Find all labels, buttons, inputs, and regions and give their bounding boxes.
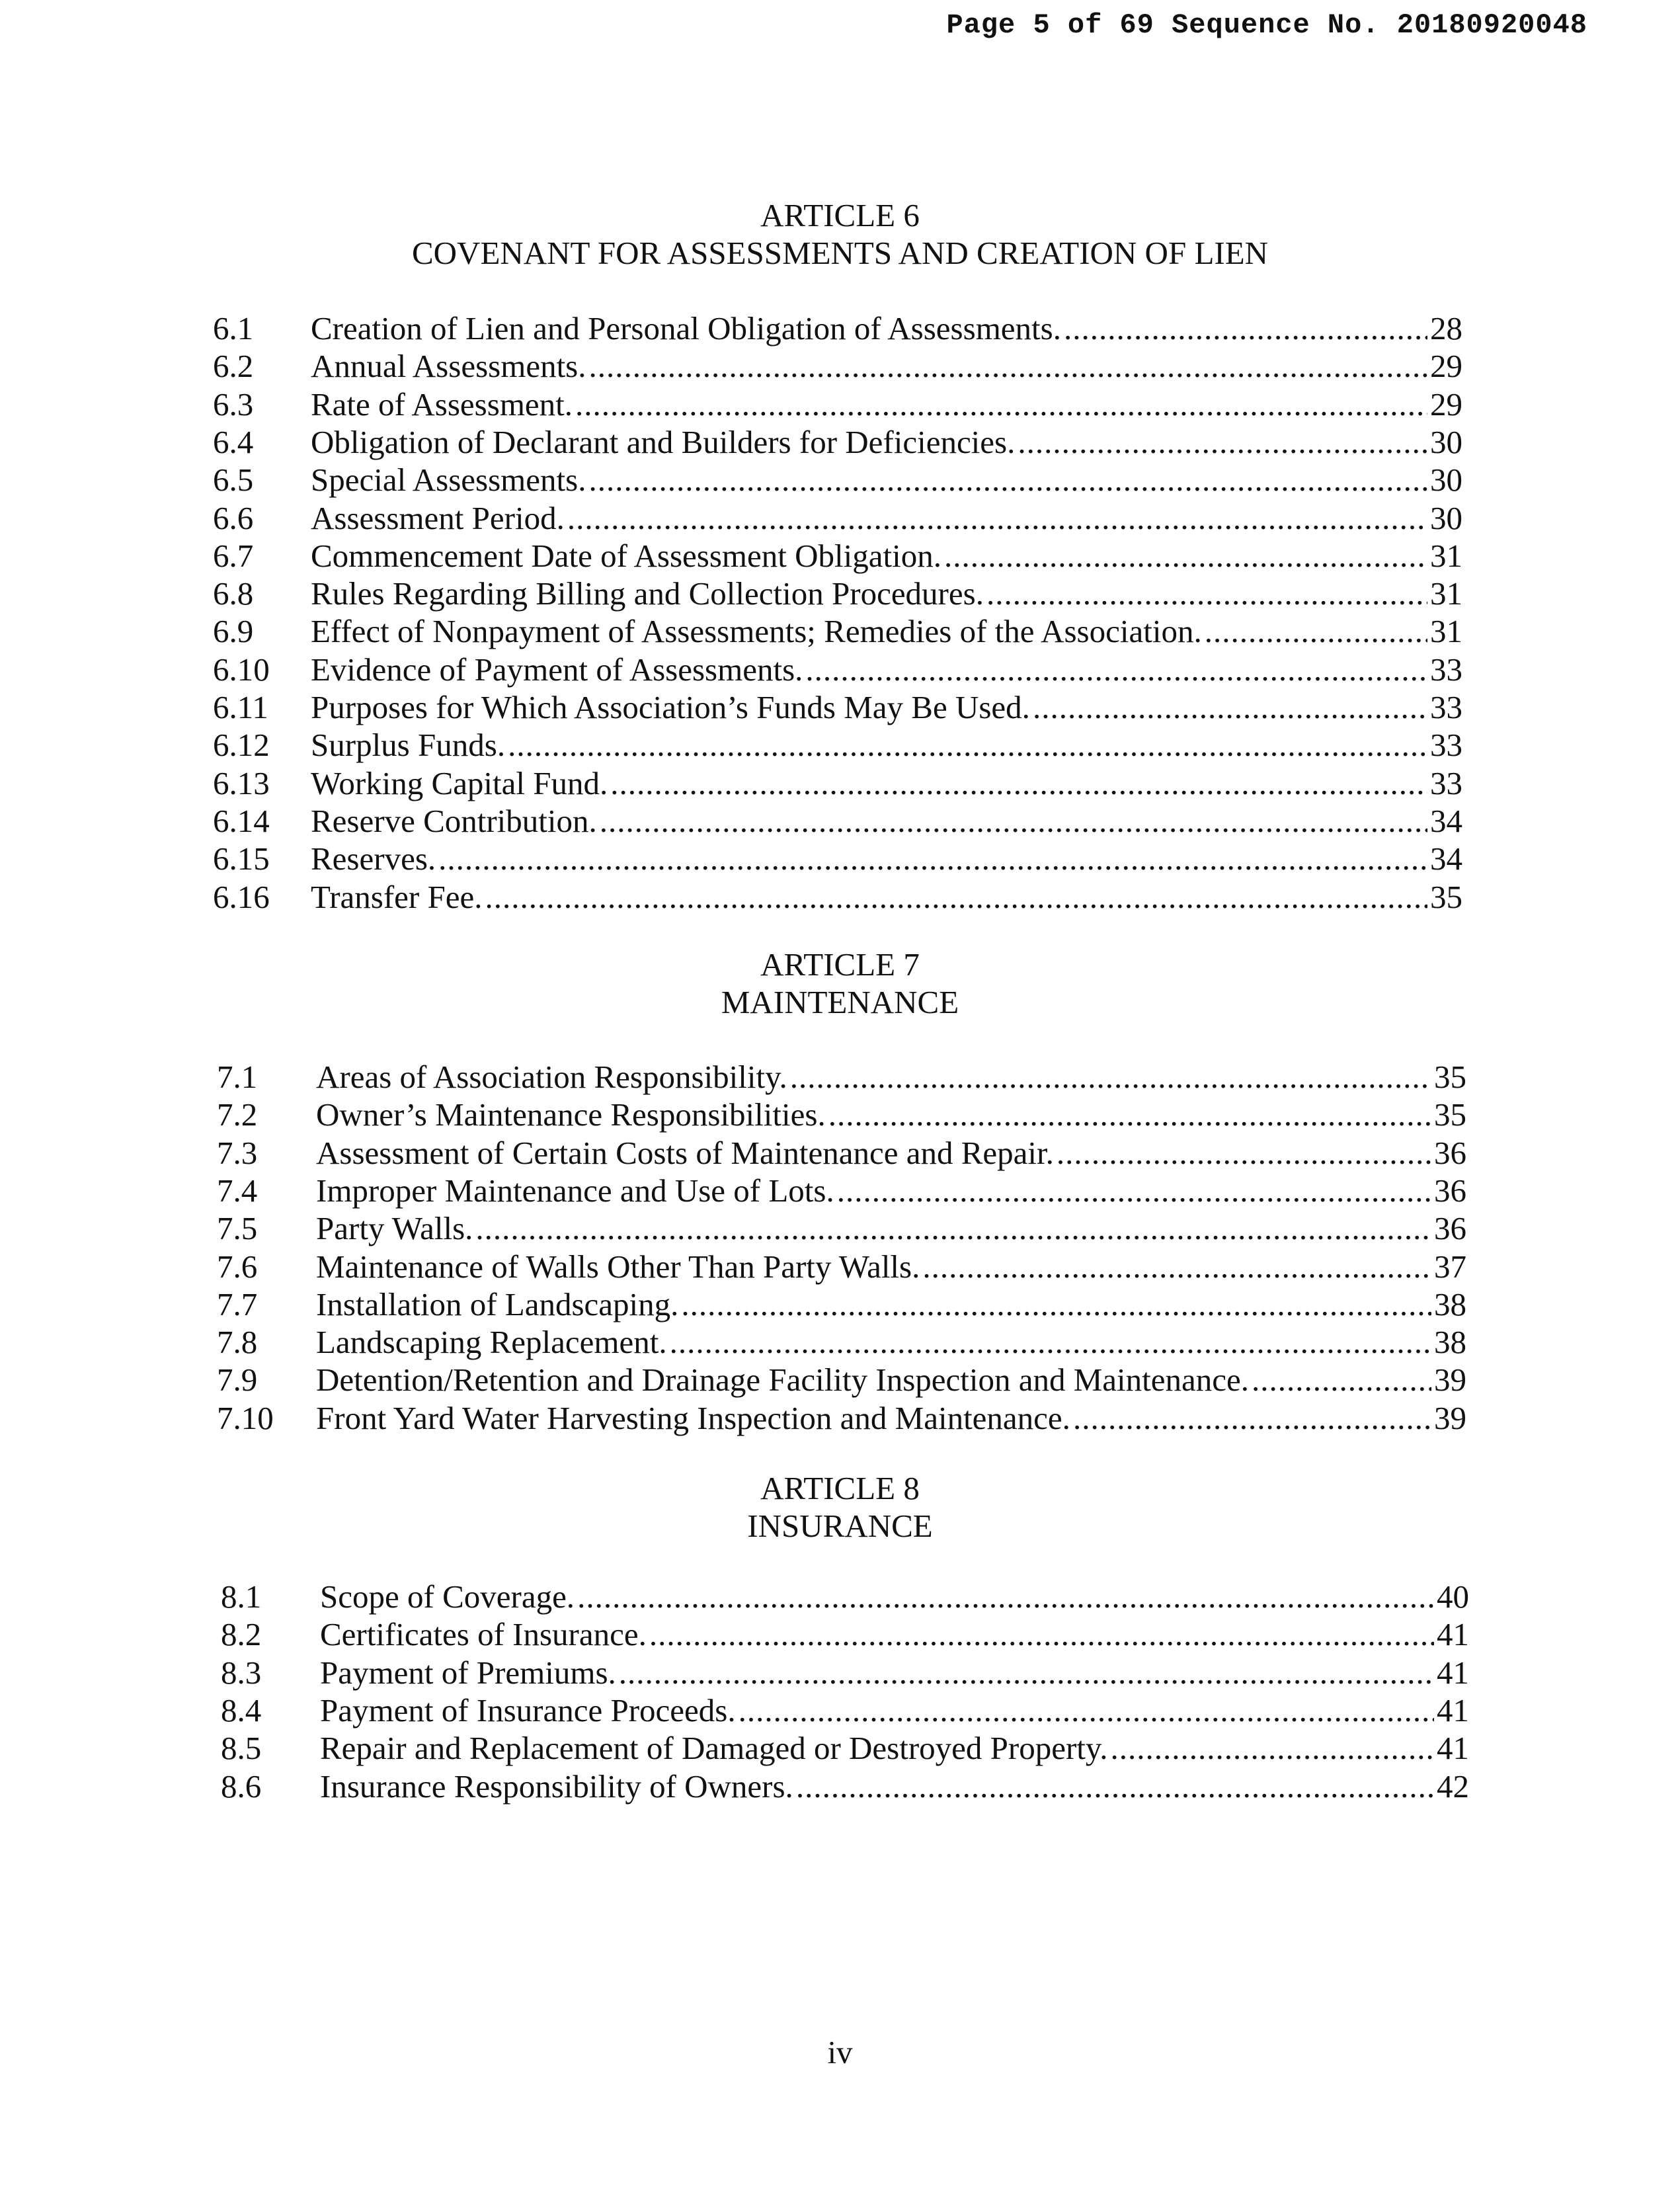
section-number: 6.16 <box>213 878 270 915</box>
section-number: 6.2 <box>213 348 254 385</box>
toc-entry <box>0 1578 1680 1616</box>
page-reference: 36 <box>1434 1210 1466 1247</box>
page-reference: 39 <box>1434 1362 1466 1399</box>
page-reference: 36 <box>1434 1134 1466 1171</box>
dot-leader <box>1110 1729 1434 1768</box>
toc-entry <box>0 688 1680 727</box>
section-number: 6.4 <box>213 423 254 460</box>
section-title: Rules Regarding Billing and Collection Procedures. <box>311 575 984 612</box>
page-reference: 29 <box>1430 386 1462 423</box>
dot-leader <box>837 1172 1431 1210</box>
toc-entry <box>0 461 1680 499</box>
page-reference: 41 <box>1437 1730 1469 1767</box>
article-number: ARTICLE 8 <box>760 1470 920 1506</box>
dot-leader <box>485 878 1427 916</box>
section-number: 7.7 <box>217 1285 258 1322</box>
section-number: 6.13 <box>213 764 270 801</box>
toc-entry <box>0 1691 1680 1730</box>
section-number: 6.7 <box>213 537 254 574</box>
page-reference: 33 <box>1430 689 1462 725</box>
section-number: 6.12 <box>213 727 270 764</box>
toc-entry <box>0 1209 1680 1248</box>
dot-leader <box>619 1654 1434 1692</box>
page-reference: 35 <box>1430 878 1462 915</box>
page-reference: 41 <box>1437 1616 1469 1653</box>
dot-leader <box>922 1248 1431 1286</box>
toc-entry <box>0 386 1680 424</box>
toc-entry <box>0 1361 1680 1399</box>
section-title: Payment of Insurance Proceeds. <box>320 1691 736 1728</box>
section-number: 7.9 <box>217 1362 258 1399</box>
section-number: 6.10 <box>213 651 270 688</box>
page-reference: 37 <box>1434 1248 1466 1285</box>
page-reference: 35 <box>1434 1096 1466 1133</box>
section-number: 8.1 <box>221 1578 262 1615</box>
dot-leader <box>1064 309 1427 348</box>
dot-leader <box>577 1578 1434 1616</box>
section-number: 7.1 <box>217 1059 258 1095</box>
dot-leader <box>805 651 1427 689</box>
dot-leader <box>681 1285 1431 1324</box>
footer-page-number: iv <box>827 2034 853 2070</box>
section-title: Special Assessments. <box>311 462 586 499</box>
page-reference: 33 <box>1430 727 1462 764</box>
section-title: Landscaping Replacement. <box>316 1324 667 1361</box>
page-reference: 39 <box>1434 1399 1466 1436</box>
toc-entry <box>0 537 1680 575</box>
dot-leader <box>649 1615 1434 1654</box>
toc-entry <box>0 1615 1680 1654</box>
section-number: 7.8 <box>217 1324 258 1361</box>
page-reference: 31 <box>1430 537 1462 574</box>
toc-entry <box>0 1172 1680 1210</box>
page-reference: 30 <box>1430 462 1462 499</box>
section-title: Rate of Assessment. <box>311 386 573 423</box>
section-title: Scope of Coverage. <box>320 1578 575 1615</box>
section-number: 7.6 <box>217 1248 258 1285</box>
dot-leader <box>1252 1361 1431 1399</box>
page-reference: 35 <box>1434 1059 1466 1095</box>
toc-entry <box>0 651 1680 689</box>
section-title: Evidence of Payment of Assessments. <box>311 651 803 688</box>
section-number: 8.2 <box>221 1616 262 1653</box>
toc-entry <box>0 840 1680 878</box>
section-title: Insurance Responsibility of Owners. <box>320 1768 793 1805</box>
page-sequence-header: Page 5 of 69 Sequence No. 20180920048 <box>946 9 1587 41</box>
article-heading <box>0 946 1680 1021</box>
dot-leader <box>438 840 1427 878</box>
section-number: 6.6 <box>213 499 254 536</box>
section-number: 6.15 <box>213 840 270 877</box>
toc-entry <box>0 764 1680 803</box>
dot-leader <box>1033 688 1427 727</box>
dot-leader <box>600 802 1427 840</box>
section-title: Party Walls. <box>316 1210 473 1247</box>
toc-entry <box>0 423 1680 462</box>
section-title: Repair and Replacement of Damaged or Destroyed Property. <box>320 1730 1108 1767</box>
section-title: Improper Maintenance and Use of Lots. <box>316 1172 834 1209</box>
page-reference: 30 <box>1430 499 1462 536</box>
toc-entry <box>0 612 1680 651</box>
section-title: Maintenance of Walls Other Than Party Walls. <box>316 1248 920 1285</box>
dot-leader <box>610 764 1427 803</box>
toc-entry <box>0 1399 1680 1438</box>
page-reference: 38 <box>1434 1324 1466 1361</box>
section-number: 6.1 <box>213 310 254 346</box>
toc-entry <box>0 499 1680 538</box>
toc-entry <box>0 347 1680 386</box>
dot-leader <box>828 1096 1431 1134</box>
section-number: 6.3 <box>213 386 254 423</box>
section-number: 7.4 <box>217 1172 258 1209</box>
section-title: Creation of Lien and Personal Obligation of Assessments. <box>311 310 1061 346</box>
section-title: Assessment Period. <box>311 499 565 536</box>
dot-leader <box>1205 612 1427 651</box>
section-title: Purposes for Which Association’s Funds May Be Used. <box>311 689 1030 725</box>
article-heading <box>0 196 1680 272</box>
article-title: COVENANT FOR ASSESSMENTS AND CREATION OF LIEN <box>411 235 1269 271</box>
section-title: Surplus Funds. <box>311 727 506 764</box>
section-number: 6.5 <box>213 462 254 499</box>
page-reference: 41 <box>1437 1691 1469 1728</box>
section-title: Installation of Landscaping. <box>316 1285 679 1322</box>
page-reference: 38 <box>1434 1285 1466 1322</box>
dot-leader <box>739 1691 1434 1730</box>
page-reference: 31 <box>1430 613 1462 650</box>
article-heading <box>0 1469 1680 1545</box>
section-title: Payment of Premiums. <box>320 1654 616 1691</box>
section-title: Obligation of Declarant and Builders for Deficiencies. <box>311 423 1016 460</box>
section-title: Annual Assessments. <box>311 348 586 385</box>
dot-leader <box>944 537 1427 575</box>
dot-leader <box>575 386 1427 424</box>
section-number: 8.6 <box>221 1768 262 1805</box>
section-title: Areas of Association Responsibility. <box>316 1059 787 1095</box>
section-number: 6.8 <box>213 575 254 612</box>
section-title: Detention/Retention and Drainage Facility Inspection and Maintenance. <box>316 1362 1250 1399</box>
section-title: Reserves. <box>311 840 436 877</box>
dot-leader <box>589 347 1428 386</box>
toc-entry <box>0 1654 1680 1692</box>
toc-entry <box>0 1096 1680 1134</box>
page-reference: 34 <box>1430 802 1462 839</box>
section-title: Assessment of Certain Costs of Maintenance and Repair. <box>316 1134 1054 1171</box>
toc-entry <box>0 1729 1680 1768</box>
section-number: 7.10 <box>217 1399 274 1436</box>
dot-leader <box>588 461 1427 499</box>
section-title: Certificates of Insurance. <box>320 1616 647 1653</box>
article-number: ARTICLE 7 <box>760 946 920 983</box>
page-reference: 31 <box>1430 575 1462 612</box>
section-number: 8.5 <box>221 1730 262 1767</box>
section-number: 7.3 <box>217 1134 258 1171</box>
page-reference: 29 <box>1430 348 1462 385</box>
page-reference: 41 <box>1437 1654 1469 1691</box>
section-title: Commencement Date of Assessment Obligation. <box>311 537 941 574</box>
page-reference: 34 <box>1430 840 1462 877</box>
section-number: 7.2 <box>217 1096 258 1133</box>
section-number: 6.11 <box>213 689 268 725</box>
page-reference: 36 <box>1434 1172 1466 1209</box>
section-title: Working Capital Fund. <box>311 764 608 801</box>
page-reference: 42 <box>1437 1768 1469 1805</box>
section-title: Effect of Nonpayment of Assessments; Remedies of the Association. <box>311 613 1202 650</box>
toc-entry <box>0 1134 1680 1172</box>
toc-entry <box>0 1323 1680 1362</box>
dot-leader <box>796 1768 1434 1806</box>
dot-leader <box>1018 423 1427 462</box>
section-number: 7.5 <box>217 1210 258 1247</box>
section-number: 8.4 <box>221 1691 262 1728</box>
article-number: ARTICLE 6 <box>760 197 920 233</box>
page-reference: 33 <box>1430 764 1462 801</box>
toc-entry <box>0 1058 1680 1096</box>
toc-entry <box>0 1248 1680 1286</box>
toc-entry <box>0 575 1680 613</box>
toc-entry <box>0 878 1680 916</box>
dot-leader <box>670 1323 1431 1362</box>
section-number: 6.9 <box>213 613 254 650</box>
dot-leader <box>790 1058 1431 1096</box>
toc-entry <box>0 1285 1680 1324</box>
section-number: 6.14 <box>213 802 270 839</box>
dot-leader <box>567 499 1427 538</box>
dot-leader <box>1073 1399 1431 1438</box>
section-title: Reserve Contribution. <box>311 802 597 839</box>
article-title: INSURANCE <box>747 1508 933 1544</box>
page-reference: 30 <box>1430 423 1462 460</box>
dot-leader <box>1057 1134 1431 1172</box>
section-title: Front Yard Water Harvesting Inspection and Maintenance. <box>316 1399 1070 1436</box>
page-reference: 40 <box>1437 1578 1469 1615</box>
toc-entry <box>0 726 1680 764</box>
page-reference: 33 <box>1430 651 1462 688</box>
toc-entry <box>0 309 1680 348</box>
dot-leader <box>508 726 1427 764</box>
article-title: MAINTENANCE <box>721 984 959 1020</box>
toc-entry <box>0 802 1680 840</box>
section-number: 8.3 <box>221 1654 262 1691</box>
section-title: Transfer Fee. <box>311 878 483 915</box>
dot-leader <box>475 1209 1431 1248</box>
section-title: Owner’s Maintenance Responsibilities. <box>316 1096 826 1133</box>
toc-entry <box>0 1768 1680 1806</box>
page-reference: 28 <box>1430 310 1462 346</box>
dot-leader <box>986 575 1427 613</box>
